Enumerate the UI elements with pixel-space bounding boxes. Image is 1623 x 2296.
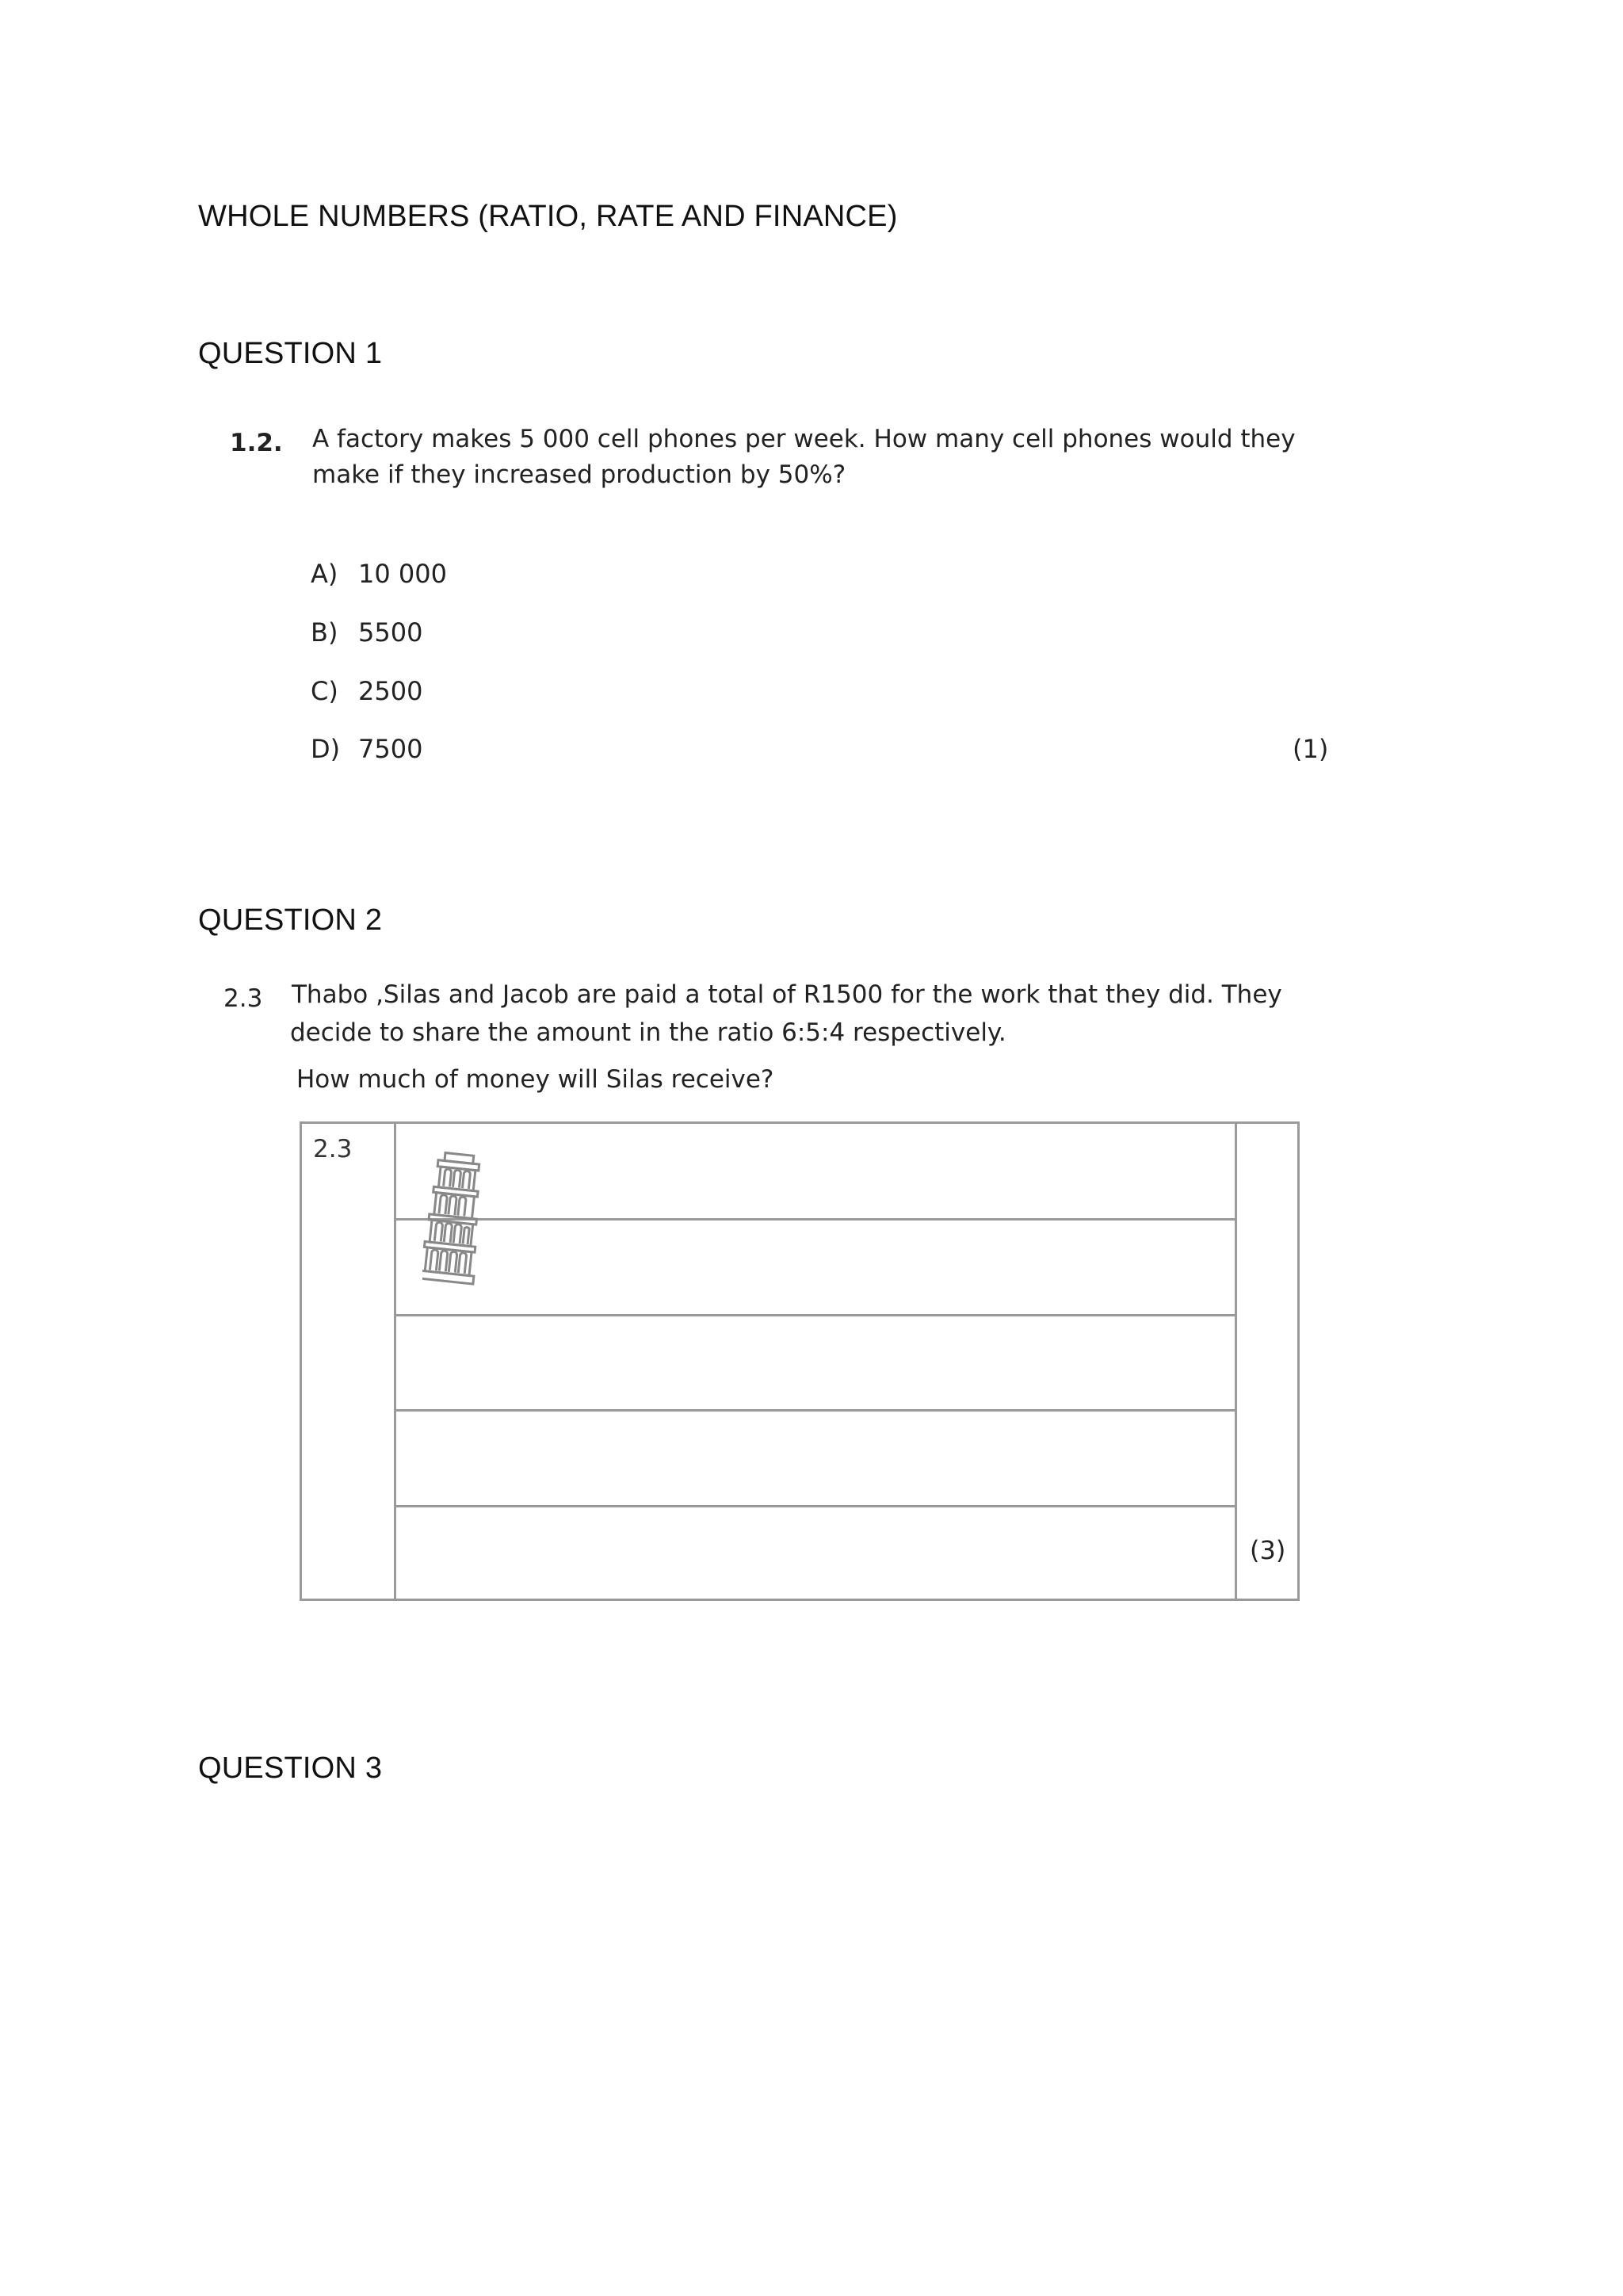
page-title: WHOLE NUMBERS (RATIO, RATE AND FINANCE): [198, 200, 898, 233]
option-value: 2500: [358, 676, 423, 706]
answer-line: [395, 1505, 1236, 1507]
option-letter: A): [311, 559, 338, 589]
question-1-heading: QUESTION 1: [198, 337, 383, 370]
option-d: [311, 734, 422, 764]
question-2-text-line-1: Thabo ,Silas and Jacob are paid a total of R1500 for the work that they did. They: [292, 980, 1282, 1009]
option-letter: D): [311, 734, 341, 764]
option-value: 7500: [358, 734, 423, 764]
answer-line: [395, 1409, 1236, 1412]
option-b: [311, 617, 422, 648]
question-2-heading: QUESTION 2: [198, 904, 383, 937]
answer-line: [395, 1314, 1236, 1316]
question-1-text-line-2: make if they increased production by 50%?: [312, 460, 846, 489]
question-1-text-line-1: A factory makes 5 000 cell phones per week. How many cell phones would they: [312, 425, 1296, 453]
option-letter: C): [311, 676, 338, 706]
answer-box: [300, 1121, 1300, 1601]
answer-line: [395, 1218, 1236, 1221]
option-c: [311, 676, 422, 706]
answer-box-marks: (3): [1250, 1535, 1286, 1565]
label-column-divider: [394, 1124, 396, 1599]
option-a: [311, 559, 447, 589]
question-3-heading: QUESTION 3: [198, 1752, 383, 1785]
question-1-number: 1.2.: [230, 429, 283, 457]
option-value: 10 000: [358, 559, 447, 589]
leaning-tower-icon: [422, 1149, 483, 1293]
question-2-text-line-2: decide to share the amount in the ratio 6:5:4 respectively.: [290, 1018, 1006, 1047]
question-2-number: 2.3: [223, 984, 263, 1013]
option-value: 5500: [358, 617, 423, 648]
question-2-text-line-3: How much of money will Silas receive?: [296, 1065, 774, 1094]
marks-column-divider: [1235, 1124, 1237, 1599]
option-letter: B): [311, 617, 338, 648]
answer-box-label: 2.3: [313, 1135, 353, 1163]
question-1-marks: (1): [1293, 734, 1329, 764]
